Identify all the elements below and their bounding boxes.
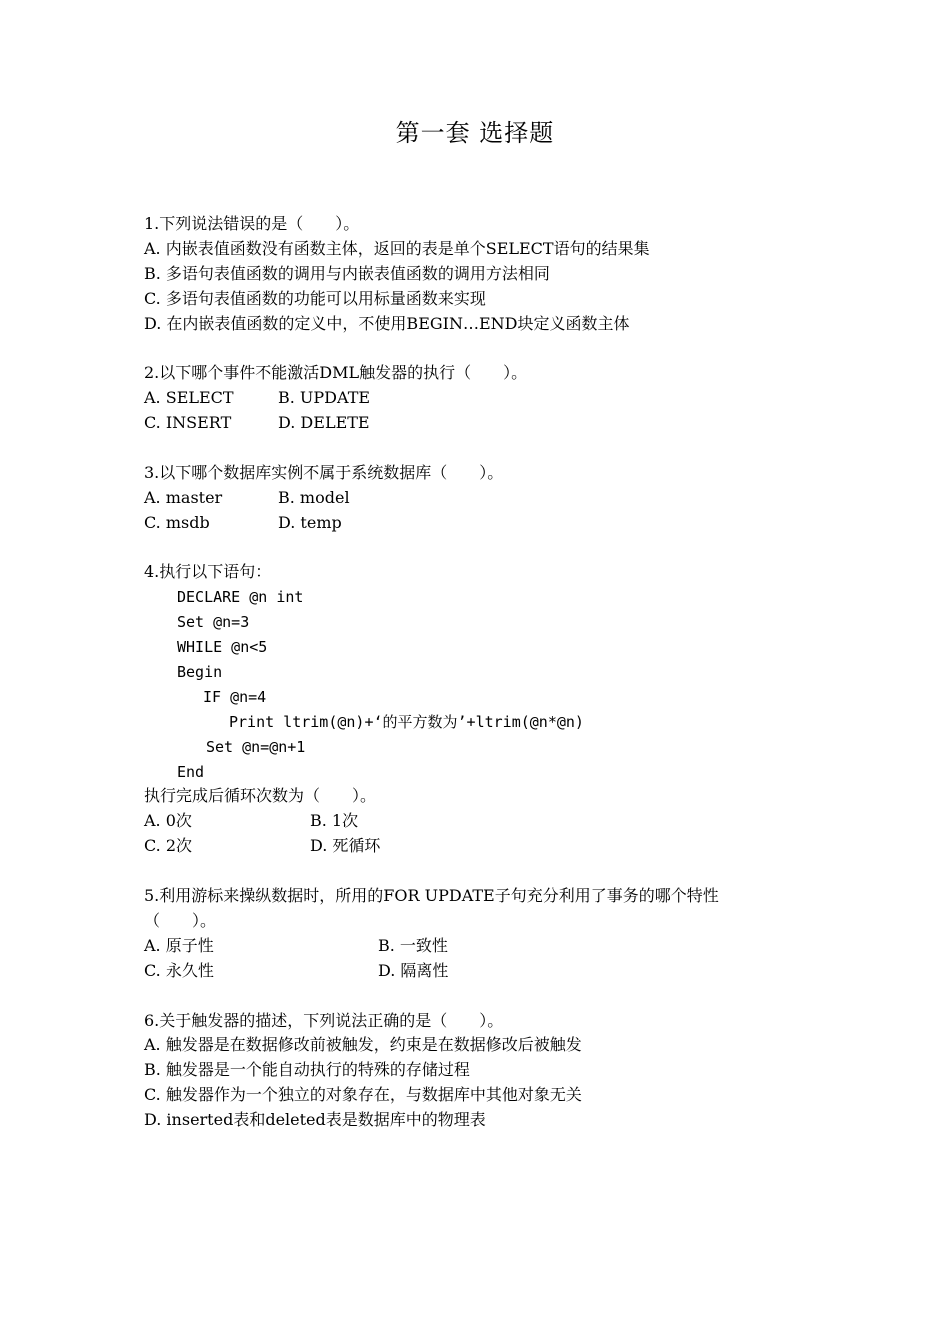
question-1-option-a: A. 内嵌表值函数没有函数主体，返回的表是单个SELECT语句的结果集 — [144, 238, 650, 258]
question-4-stem: 4.执行以下语句： — [144, 562, 272, 582]
question-2-option-b: B. UPDATE — [278, 388, 371, 408]
question-2-option-d: D. DELETE — [278, 413, 370, 433]
question-1 — [144, 212, 824, 336]
question-2-option-a: A. SELECT — [144, 388, 234, 408]
question-6-option-c: C. 触发器作为一个独立的对象存在，与数据库中其他对象无关 — [144, 1085, 582, 1105]
code-line: IF @n=4 — [203, 687, 267, 706]
question-5-option-c: C. 永久性 — [144, 960, 214, 980]
question-1-option-c: C. 多语句表值函数的功能可以用标量函数来实现 — [144, 288, 486, 308]
question-6-stem: 6.关于触发器的描述，下列说法正确的是（ ）。 — [144, 1010, 504, 1030]
question-4-option-a: A. 0次 — [144, 811, 192, 831]
question-4-option-d: D. 死循环 — [310, 836, 381, 856]
code-line: Set @n=@n+1 — [206, 737, 306, 756]
code-line: Begin — [177, 663, 223, 682]
question-5-option-b: B. 一致性 — [378, 935, 448, 955]
question-2 — [144, 361, 824, 436]
question-4-question: 执行完成后循环次数为（ ）。 — [144, 786, 377, 806]
question-2-stem: 2.以下哪个事件不能激活DML触发器的执行（ ）。 — [144, 363, 528, 383]
question-6-option-b: B. 触发器是一个能自动执行的特殊的存储过程 — [144, 1060, 470, 1080]
code-line: End — [177, 762, 205, 781]
question-6-option-a: A. 触发器是在数据修改前被触发，约束是在数据修改后被触发 — [144, 1035, 582, 1055]
question-list — [144, 212, 824, 1133]
question-3-option-d: D. temp — [278, 512, 342, 532]
question-5-stem-continued: （ ）。 — [144, 910, 217, 930]
code-line: Print ltrim(@n)+‘的平方数为’+ltrim(@n*@n) — [229, 712, 584, 731]
code-line: WHILE @n<5 — [177, 638, 268, 657]
question-3-stem: 3.以下哪个数据库实例不属于系统数据库（ ）。 — [144, 462, 504, 482]
question-5-stem: 5.利用游标来操纵数据时，所用的FOR UPDATE子句充分利用了事务的哪个特性 — [144, 886, 719, 906]
question-3-option-a: A. master — [144, 487, 223, 507]
code-line: DECLARE @n int — [177, 588, 304, 607]
page-title: 第一套 选择题 — [395, 119, 555, 147]
question-4-option-c: C. 2次 — [144, 836, 193, 856]
question-1-option-b: B. 多语句表值函数的调用与内嵌表值函数的调用方法相同 — [144, 263, 550, 283]
question-3-option-b: B. model — [278, 487, 350, 507]
question-6-option-d: D. inserted表和deleted表是数据库中的物理表 — [144, 1110, 486, 1130]
question-1-stem: 1.下列说法错误的是（ ）。 — [144, 214, 360, 233]
question-5-option-a: A. 原子性 — [144, 935, 214, 955]
question-4-option-b: B. 1次 — [310, 811, 359, 831]
code-line: Set @n=3 — [177, 613, 250, 632]
question-1-option-d: D. 在内嵌表值函数的定义中，不使用BEGIN…END块定义函数主体 — [144, 313, 630, 333]
question-2-option-c: C. INSERT — [144, 413, 232, 433]
question-3-option-c: C. msdb — [144, 512, 210, 532]
code-block — [144, 585, 824, 784]
question-3 — [144, 461, 824, 536]
question-5-option-d: D. 隔离性 — [378, 960, 449, 980]
question-6 — [144, 1009, 824, 1133]
question-4 — [144, 560, 824, 859]
question-5 — [144, 884, 824, 984]
